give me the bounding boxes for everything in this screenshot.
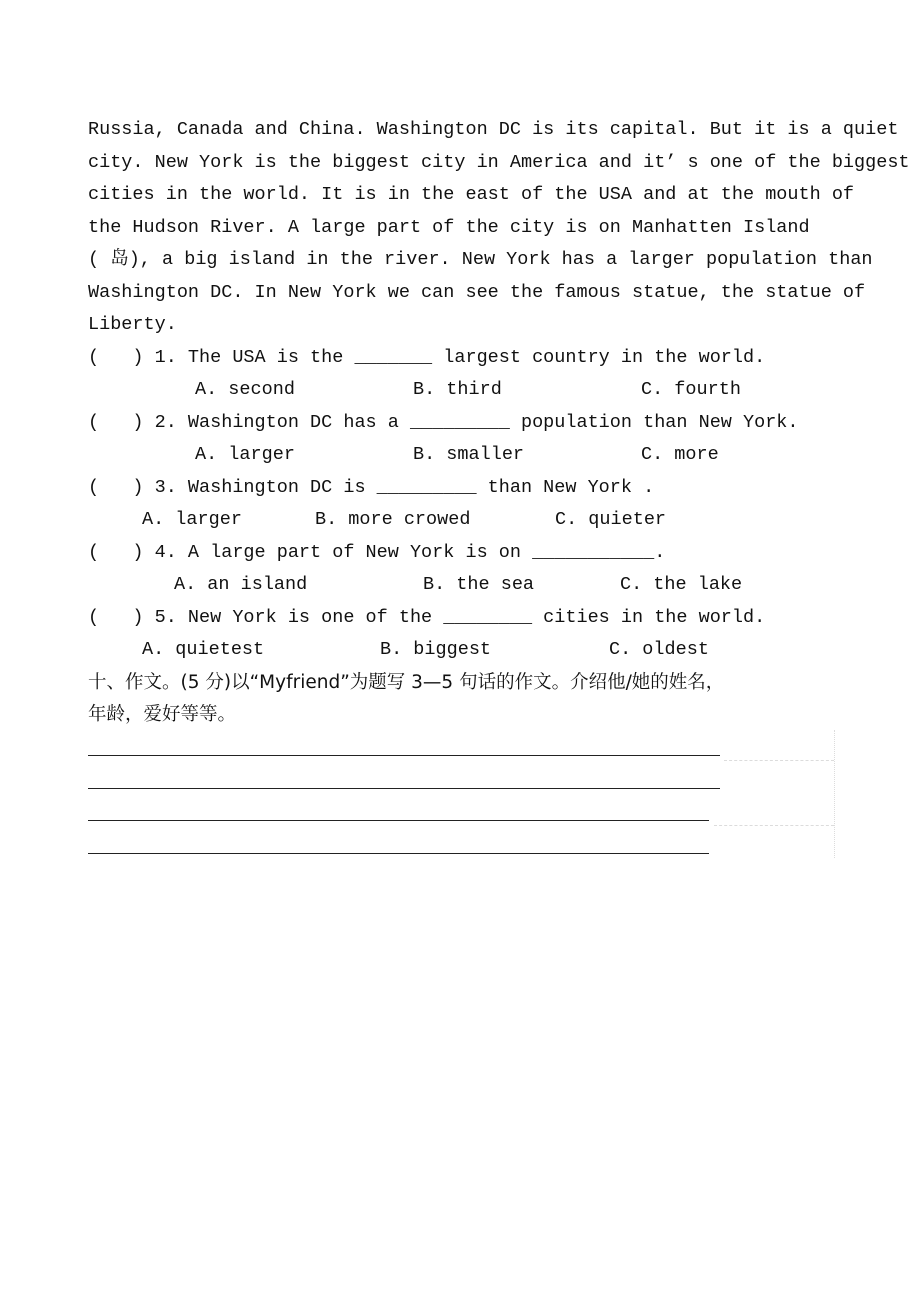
question-1-option-a: A. second bbox=[195, 379, 295, 400]
layout-guide bbox=[724, 760, 834, 761]
question-4-option-c: C. the lake bbox=[620, 574, 743, 595]
question-prompt-2: ( ) 2. Washington DC has a _________ population than New York. bbox=[88, 412, 799, 433]
question-4-option-a: A. an island bbox=[174, 574, 308, 595]
passage-line: the Hudson River. A large part of the city is on Manhatten Island bbox=[88, 217, 810, 238]
question-1-option-c: C. fourth bbox=[641, 379, 741, 400]
composition-instructions-cont: 年龄，爱好等等。 bbox=[88, 704, 237, 725]
question-prompt-3: ( ) 3. Washington DC is _________ than New York . bbox=[88, 477, 655, 498]
writing-line-3[interactable] bbox=[88, 820, 709, 821]
question-3-option-a: A. larger bbox=[142, 509, 242, 530]
passage-line: Washington DC. In New York we can see the famous statue, the statue of bbox=[88, 282, 866, 303]
writing-line-4[interactable] bbox=[88, 853, 709, 854]
question-prompt-4: ( ) 4. A large part of New York is on ___________. bbox=[88, 542, 666, 563]
question-prompt-1: ( ) 1. The USA is the _______ largest country in the world. bbox=[88, 347, 766, 368]
writing-line-2[interactable] bbox=[88, 788, 720, 789]
question-1-option-b: B. third bbox=[413, 379, 502, 400]
question-4-option-b: B. the sea bbox=[423, 574, 535, 595]
passage-line: city. New York is the biggest city in America and it’ s one of the biggest bbox=[88, 152, 910, 173]
passage-line: ( 岛), a big island in the river. New York has a larger population than bbox=[88, 249, 873, 270]
passage-line: cities in the world. It is in the east of the USA and at the mouth of bbox=[88, 184, 855, 205]
question-2-option-c: C. more bbox=[641, 444, 719, 465]
question-prompt-5: ( ) 5. New York is one of the ________ cities in the world. bbox=[88, 607, 766, 628]
passage-line: Liberty. bbox=[88, 314, 177, 335]
passage-line: Russia, Canada and China. Washington DC is its capital. But it is a quiet bbox=[88, 119, 899, 140]
layout-guide bbox=[834, 730, 835, 858]
question-5-option-b: B. biggest bbox=[380, 639, 492, 660]
question-3-option-c: C. quieter bbox=[555, 509, 667, 530]
question-2-option-b: B. smaller bbox=[413, 444, 525, 465]
question-2-option-a: A. larger bbox=[195, 444, 295, 465]
composition-instructions: 十、作文。(5 分)以“Myfriend”为题写 3—5 句话的作文。介绍他/她的姓名， bbox=[88, 672, 725, 693]
layout-guide bbox=[714, 825, 834, 826]
question-5-option-a: A. quietest bbox=[142, 639, 265, 660]
question-5-option-c: C. oldest bbox=[609, 639, 709, 660]
writing-line-1[interactable] bbox=[88, 755, 720, 756]
question-3-option-b: B. more crowed bbox=[315, 509, 471, 530]
